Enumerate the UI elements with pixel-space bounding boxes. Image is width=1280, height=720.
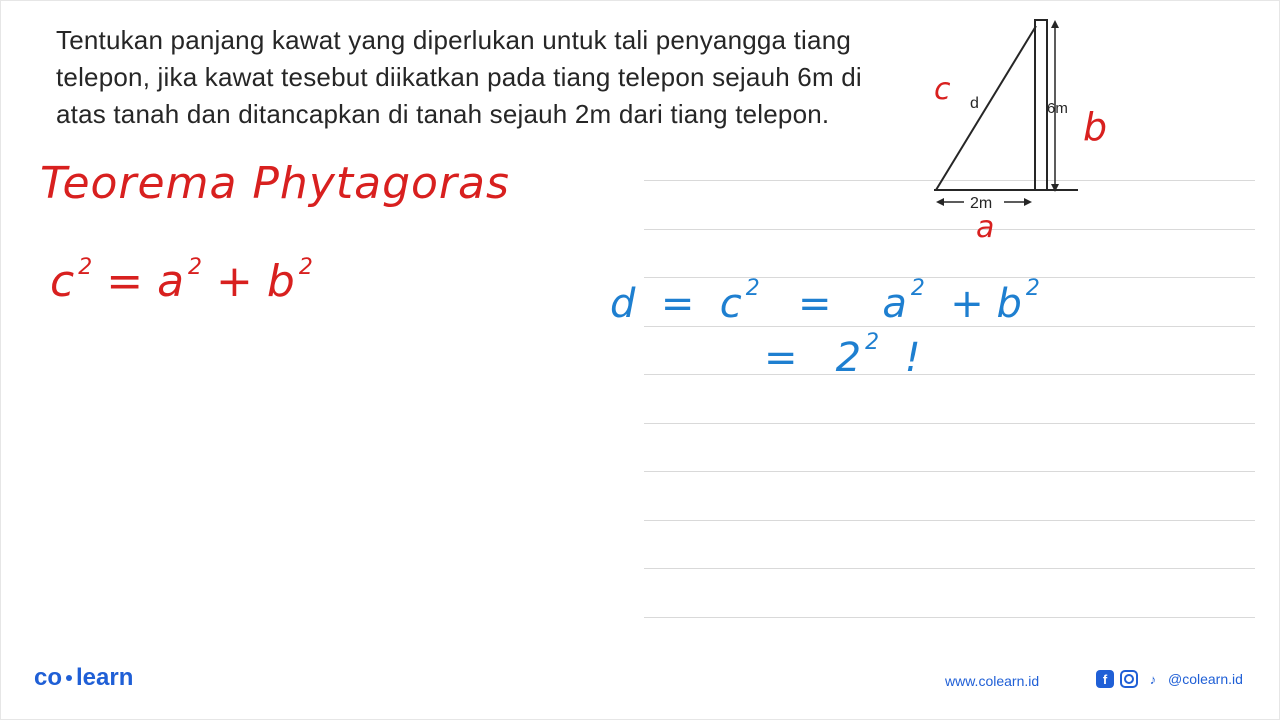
- work2-base: 2: [835, 335, 862, 381]
- pole: [1035, 20, 1047, 190]
- handwritten-b-label: b: [1083, 105, 1108, 149]
- hyp-label: d: [970, 95, 979, 112]
- work2-tail: !: [904, 335, 921, 381]
- formula-plus: +: [216, 256, 253, 307]
- question-line-1: Tentukan panjang kawat yang diperlukan untuk tali penyangga tiang: [56, 25, 852, 55]
- work-c: c: [719, 281, 742, 327]
- handwritten-c-label: c: [934, 72, 951, 107]
- logo-right-text: learn: [76, 664, 134, 691]
- formula-b: b: [266, 256, 295, 307]
- logo-dot-icon: [66, 675, 72, 681]
- tiktok-icon[interactable]: ♪: [1149, 671, 1157, 687]
- logo-left-text: co: [34, 664, 63, 691]
- formula-c: c: [50, 256, 75, 307]
- ruled-line: [644, 423, 1255, 424]
- work-eq2: =: [797, 281, 832, 327]
- formula-exp-a: 2: [188, 255, 203, 280]
- ruled-line: [644, 229, 1255, 230]
- formula-exp-b: 2: [298, 255, 313, 280]
- height-label: 6m: [1047, 100, 1068, 117]
- pythagoras-formula: [50, 255, 313, 307]
- ruled-line: [644, 568, 1255, 569]
- formula-exp-c: 2: [78, 255, 93, 280]
- ruled-line: [644, 520, 1255, 521]
- ruled-line: [644, 617, 1255, 618]
- work2-eq: =: [764, 335, 798, 381]
- work-exp-a: 2: [910, 276, 925, 301]
- formula-eq: =: [106, 256, 144, 307]
- wire: [936, 26, 1036, 190]
- social-handle[interactable]: @colearn.id: [1168, 671, 1243, 687]
- question-line-2: telepon, jika kawat tesebut diikatkan pada tiang telepon sejauh 6m di: [56, 62, 862, 92]
- ruled-line: [644, 374, 1255, 375]
- work-eq1: =: [660, 281, 695, 327]
- work-line-2: [764, 330, 921, 381]
- instagram-icon[interactable]: [1120, 670, 1138, 688]
- website-link[interactable]: www.colearn.id: [945, 673, 1040, 689]
- question-text: [56, 22, 896, 133]
- base-label: 2m: [970, 195, 993, 212]
- work-line-1: [610, 276, 1040, 327]
- pole-diagram: [900, 14, 1100, 214]
- work-d: d: [610, 281, 636, 327]
- work-b: b: [996, 281, 1022, 327]
- facebook-icon[interactable]: f: [1096, 670, 1114, 688]
- work-exp-b: 2: [1025, 276, 1040, 301]
- theorem-title: Teorema Phytagoras: [40, 158, 510, 209]
- work-plus: +: [950, 281, 984, 327]
- colearn-logo: [34, 664, 133, 692]
- work2-exp: 2: [865, 330, 880, 355]
- social-links: [1096, 670, 1243, 688]
- work-a: a: [882, 281, 907, 327]
- handwritten-a-label: a: [976, 210, 995, 245]
- work-exp-c: 2: [745, 276, 760, 301]
- question-line-3: atas tanah dan ditancapkan di tanah sejauh 2m dari tiang telepon.: [56, 99, 830, 129]
- ruled-line: [644, 471, 1255, 472]
- formula-a: a: [157, 256, 185, 307]
